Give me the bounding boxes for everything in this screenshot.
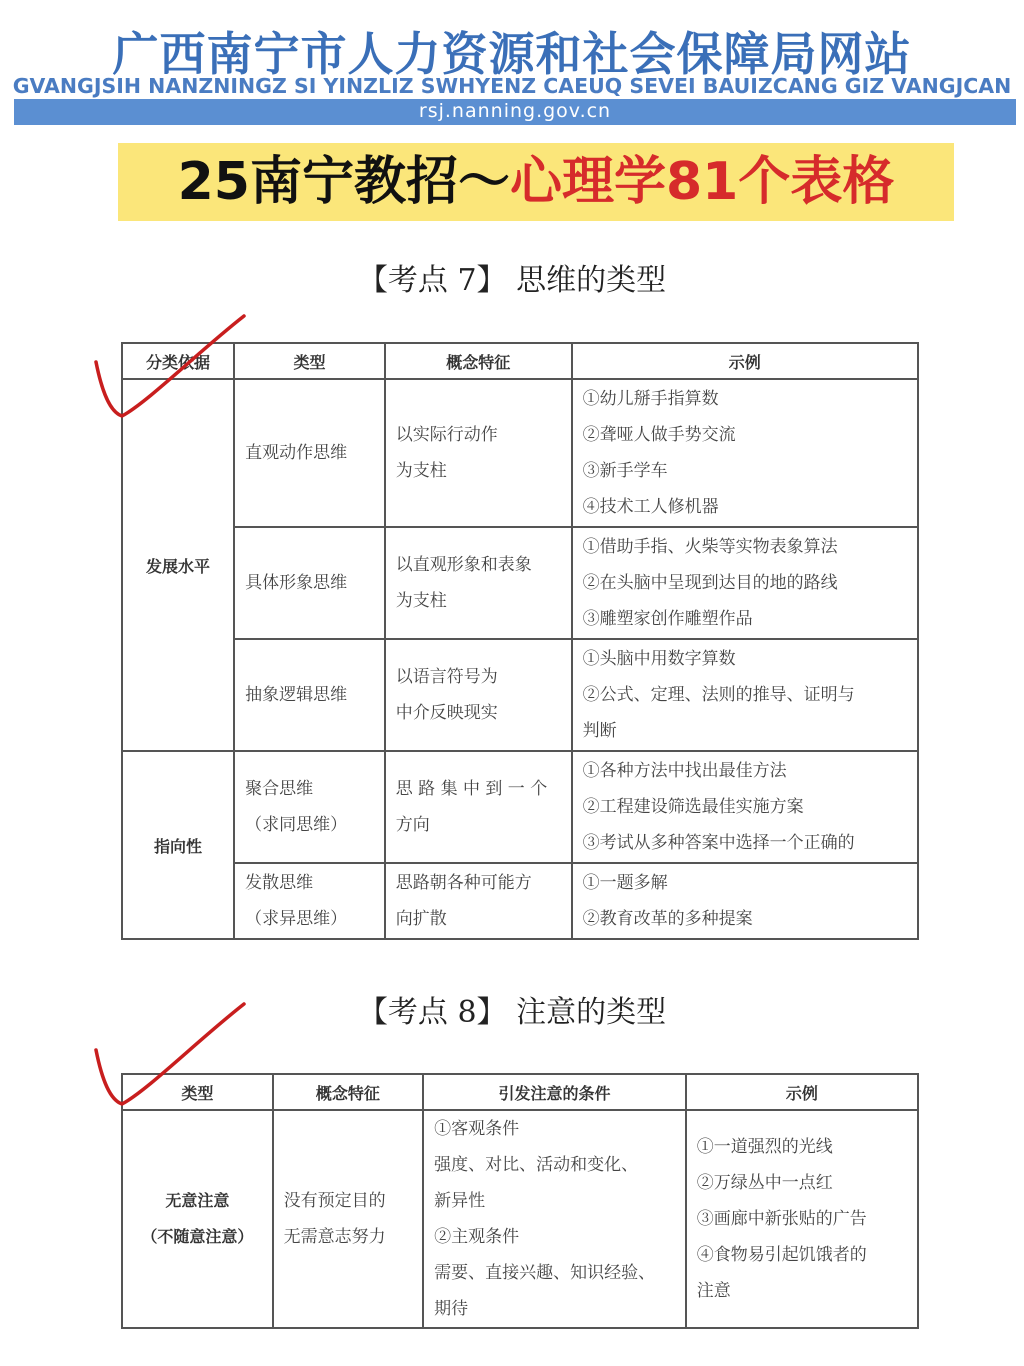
site-title-pinyin: GVANGJSIH NANZNINGZ SI YINZLIZ SWHYENZ CAEUQ SEVEI BAUIZCANG GIZ VANGJCAN	[12, 74, 1012, 98]
type-cell: 直观动作思维	[234, 379, 385, 527]
feature-cell: 以语言符号为 中介反映现实	[385, 639, 572, 751]
type-cell: 聚合思维 （求同思维）	[234, 751, 385, 863]
header-cell: 分类依据	[122, 343, 234, 379]
example-cell: ①一道强烈的光线 ②万绿丛中一点红 ③画廊中新张贴的广告 ④食物易引起饥饿者的 注意	[686, 1110, 918, 1328]
type-cell: 抽象逻辑思维	[234, 639, 385, 751]
table-row	[122, 639, 918, 751]
header-cell: 概念特征	[273, 1074, 423, 1110]
red-check-mark-icon	[88, 1000, 248, 1110]
example-cell: ①借助手指、火柴等实物表象算法 ②在头脑中呈现到达目的地的路线 ③雕塑家创作雕塑作品	[572, 527, 918, 639]
thinking-types-table	[121, 342, 919, 940]
red-check-mark-icon	[88, 312, 248, 422]
feature-cell: 以实际行动作 为支柱	[385, 379, 572, 527]
attention-types-table	[121, 1073, 919, 1329]
header-cell: 类型	[122, 1074, 273, 1110]
type-cell: 发散思维 （求异思维）	[234, 863, 385, 939]
header-cell: 引发注意的条件	[423, 1074, 686, 1110]
site-banner	[0, 0, 1024, 128]
feature-cell: 没有预定目的 无需意志努力	[273, 1110, 423, 1328]
feature-cell: 思路朝各种可能方 向扩散	[385, 863, 572, 939]
example-cell: ①幼儿掰手指算数 ②聋哑人做手势交流 ③新手学车 ④技术工人修机器	[572, 379, 918, 527]
headline-highlight: 心理学81个表格	[510, 152, 895, 212]
header-cell: 示例	[686, 1074, 918, 1110]
section7-title: 【考点 7】 思维的类型	[357, 263, 667, 298]
example-cell: ①各种方法中找出最佳方法 ②工程建设筛选最佳实施方案 ③考试从多种答案中选择一个正确的	[572, 751, 918, 863]
header-cell: 类型	[234, 343, 385, 379]
section8-title: 【考点 8】 注意的类型	[357, 995, 667, 1030]
site-url: rsj.nanning.gov.cn	[418, 100, 612, 122]
type-cell: 具体形象思维	[234, 527, 385, 639]
feature-cell: 以直观形象和表象 为支柱	[385, 527, 572, 639]
site-url-bar	[14, 99, 1016, 125]
table-row	[122, 527, 918, 639]
header-cell: 示例	[572, 343, 918, 379]
type-cell: 无意注意 （不随意注意）	[122, 1110, 273, 1328]
header-cell: 概念特征	[385, 343, 572, 379]
headline	[118, 143, 954, 221]
table-row	[122, 751, 918, 863]
category-cell: 指向性	[122, 751, 234, 939]
example-cell: ①一题多解 ②教育改革的多种提案	[572, 863, 918, 939]
example-cell: ①头脑中用数字算数 ②公式、定理、法则的推导、证明与 判断	[572, 639, 918, 751]
site-title: 广西南宁市人力资源和社会保障局网站	[112, 27, 912, 81]
headline-prefix: 25南宁教招～	[177, 152, 510, 212]
feature-cell: 思 路 集 中 到 一 个 方向	[385, 751, 572, 863]
table-row	[122, 863, 918, 939]
table-row	[122, 1110, 918, 1328]
condition-cell: ①客观条件 强度、对比、活动和变化、 新异性 ②主观条件 需要、直接兴趣、知识经验、 期待	[423, 1110, 686, 1328]
category-cell: 发展水平	[122, 379, 234, 751]
